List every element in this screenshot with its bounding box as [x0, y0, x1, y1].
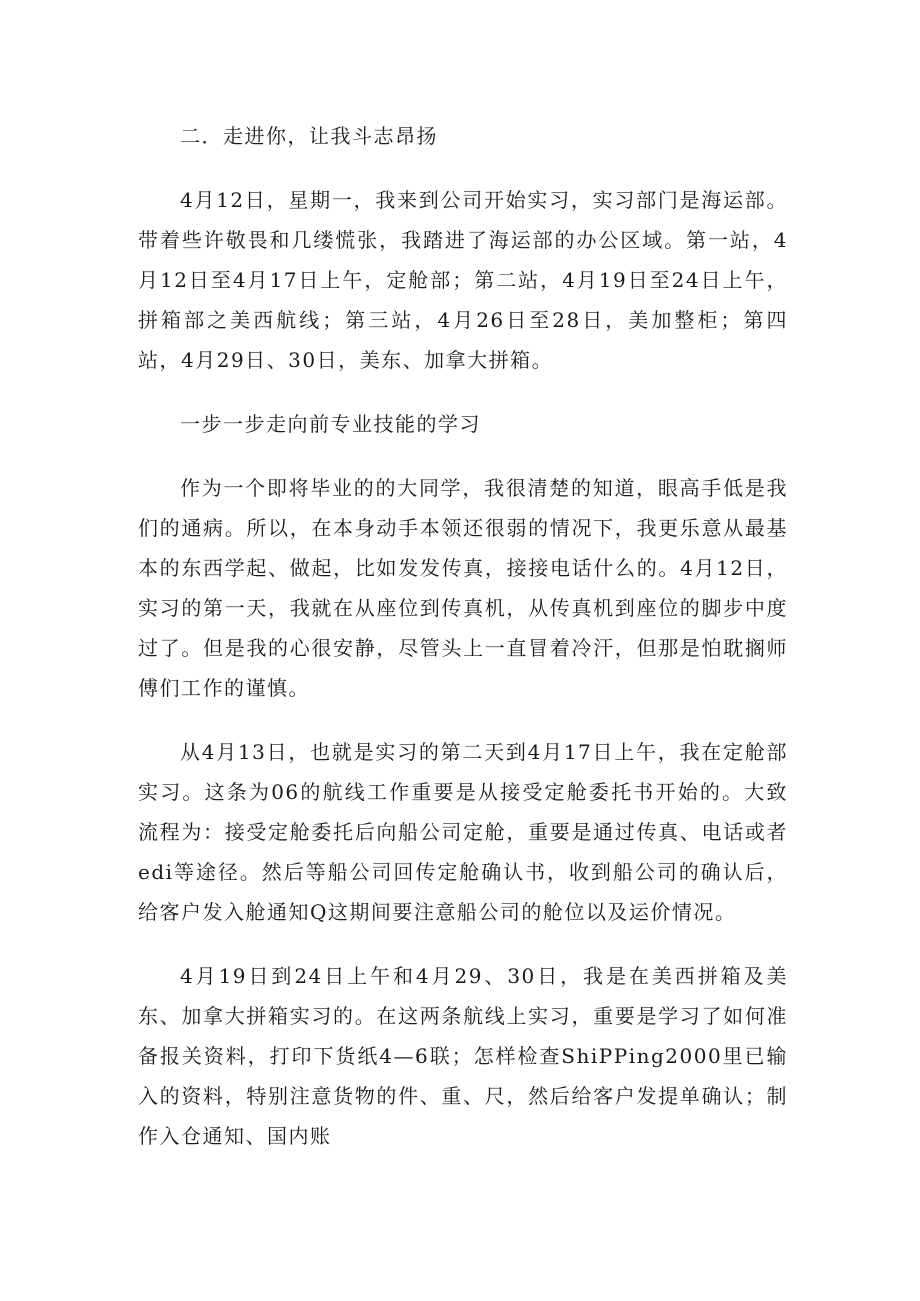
- paragraph-consolidation: 4月19日到24日上午和4月29、30日，我是在美西拼箱及美东、加拿大拼箱实习的。在这两条航线上实习，重要是学习了如何准备报关资料，打印下货纸4—6联；怎样检查ShiPPing2000里已输入的资料，特别注意货物的件、重、尺，然后给客户发提单确认；制作入仓通知、国内账: [138, 964, 788, 1148]
- subsection-heading: 一步一步走向前专业技能的学习: [180, 412, 481, 436]
- paragraph-schedule: 4月12日，星期一，我来到公司开始实习，实习部门是海运部。带着些许敬畏和几缕慌张，我踏进了海运部的办公区域。第一站，4月12日至4月17日上午，定舱部；第二站，4月19日至24日上午，拼箱部之美西航线；第三站，4月26日至28日，美加整柜；第四站，4月29日、30日，美东、加拿大拼箱。: [138, 188, 788, 372]
- document-body: [138, 116, 788, 1156]
- section-heading: 二．走进你，让我斗志昂扬: [180, 124, 438, 148]
- paragraph-first-day: 作为一个即将毕业的的大同学，我很清楚的知道，眼高手低是我们的通病。所以，在本身动手本领还很弱的情况下，我更乐意从最基本的东西学起、做起，比如发发传真，接接电话什么的。4月12日，实习的第一天，我就在从座位到传真机，从传真机到座位的脚步中度过了。但是我的心很安静，尽管头上一直冒着冷汗，但那是怕耽搁师傅们工作的谨慎。: [138, 476, 788, 700]
- paragraph-booking-dept: 从4月13日，也就是实习的第二天到4月17日上午，我在定舱部实习。这条为06的航线工作重要是从接受定舱委托书开始的。大致流程为：接受定舱委托后向船公司定舱，重要是通过传真、电话或者edi等途径。然后等船公司回传定舱确认书，收到船公司的确认后，给客户发入舱通知Q这期间要注意船公司的舱位以及运价情况。: [138, 740, 788, 924]
